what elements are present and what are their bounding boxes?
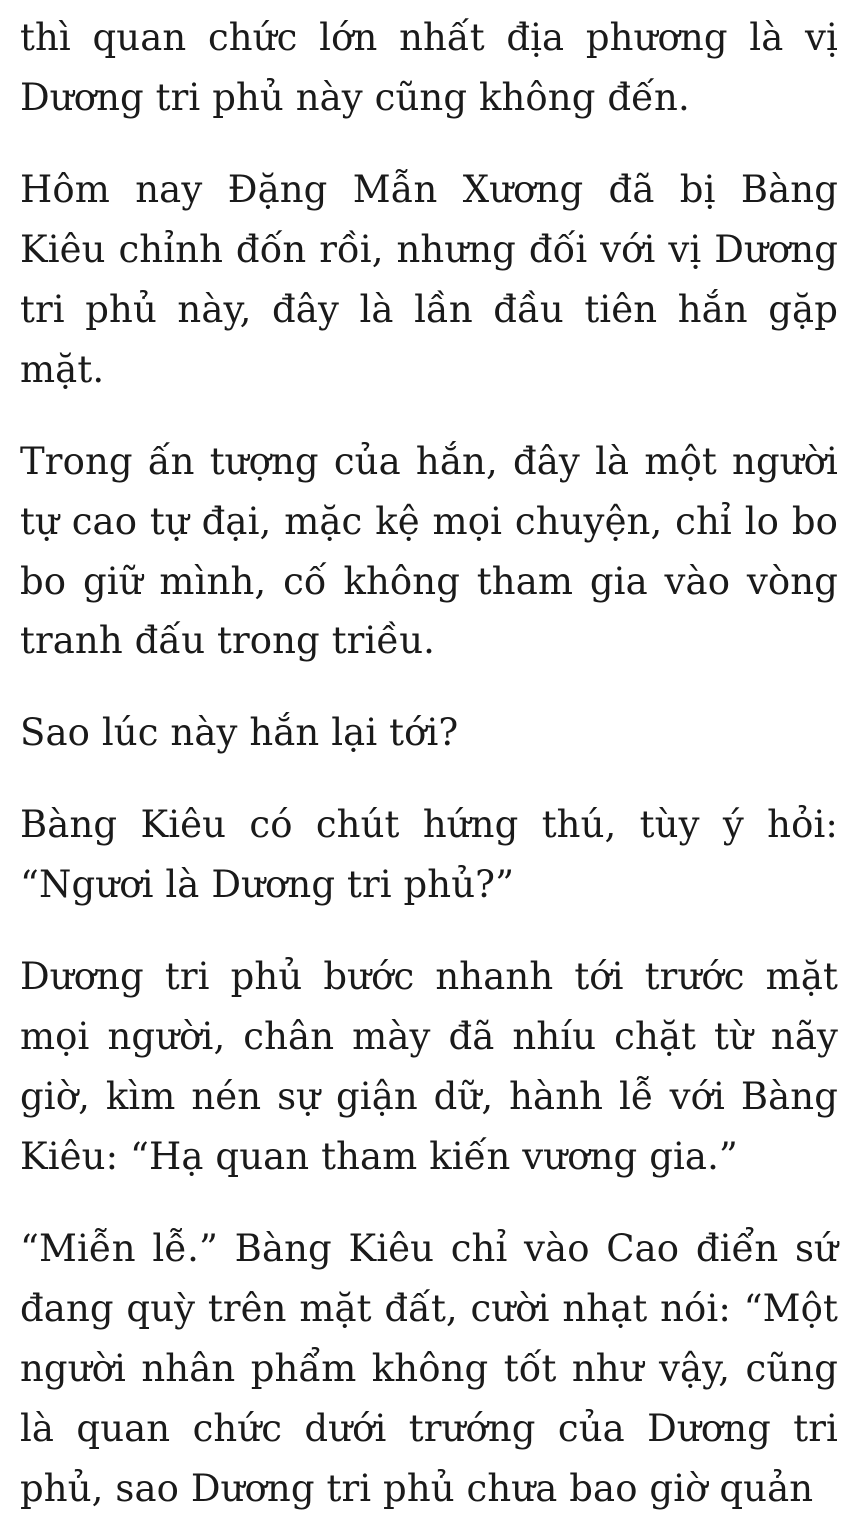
paragraph: Hôm nay Đặng Mẫn Xương đã bị Bàng Kiêu chỉnh đốn rồi, nhưng đối với vị Dương tri phủ này, đây là lần đầu tiên hắn gặp mặt. [20,167,838,391]
paragraph: Sao lúc này hắn lại tới? [20,711,459,755]
paragraph: “Miễn lễ.” Bàng Kiêu chỉ vào Cao điển sứ đang quỳ trên mặt đất, cười nhạt nói: “Một người nhân phẩm không tốt như vậy, cũng là quan chức dưới trướng của Dương tri phủ, sao Dương tri phủ chưa bao giờ quản [20,1226,838,1510]
paragraph: Trong ấn tượng của hắn, đây là một người tự cao tự đại, mặc kệ mọi chuyện, chỉ lo bo bo giữ mình, cố không tham gia vào vòng tranh đấu trong triều. [20,439,838,663]
paragraph: Dương tri phủ bước nhanh tới trước mặt mọi người, chân mày đã nhíu chặt từ nãy giờ, kìm nén sự giận dữ, hành lễ với Bàng Kiêu: “Hạ quan tham kiến vương gia.” [20,955,838,1178]
paragraph: Bàng Kiêu có chút hứng thú, tùy ý hỏi: “Ngươi là Dương tri phủ?” [20,803,838,907]
reader-content [0,8,858,1519]
paragraph: thì quan chức lớn nhất địa phương là vị Dương tri phủ này cũng không đến. [20,16,838,119]
